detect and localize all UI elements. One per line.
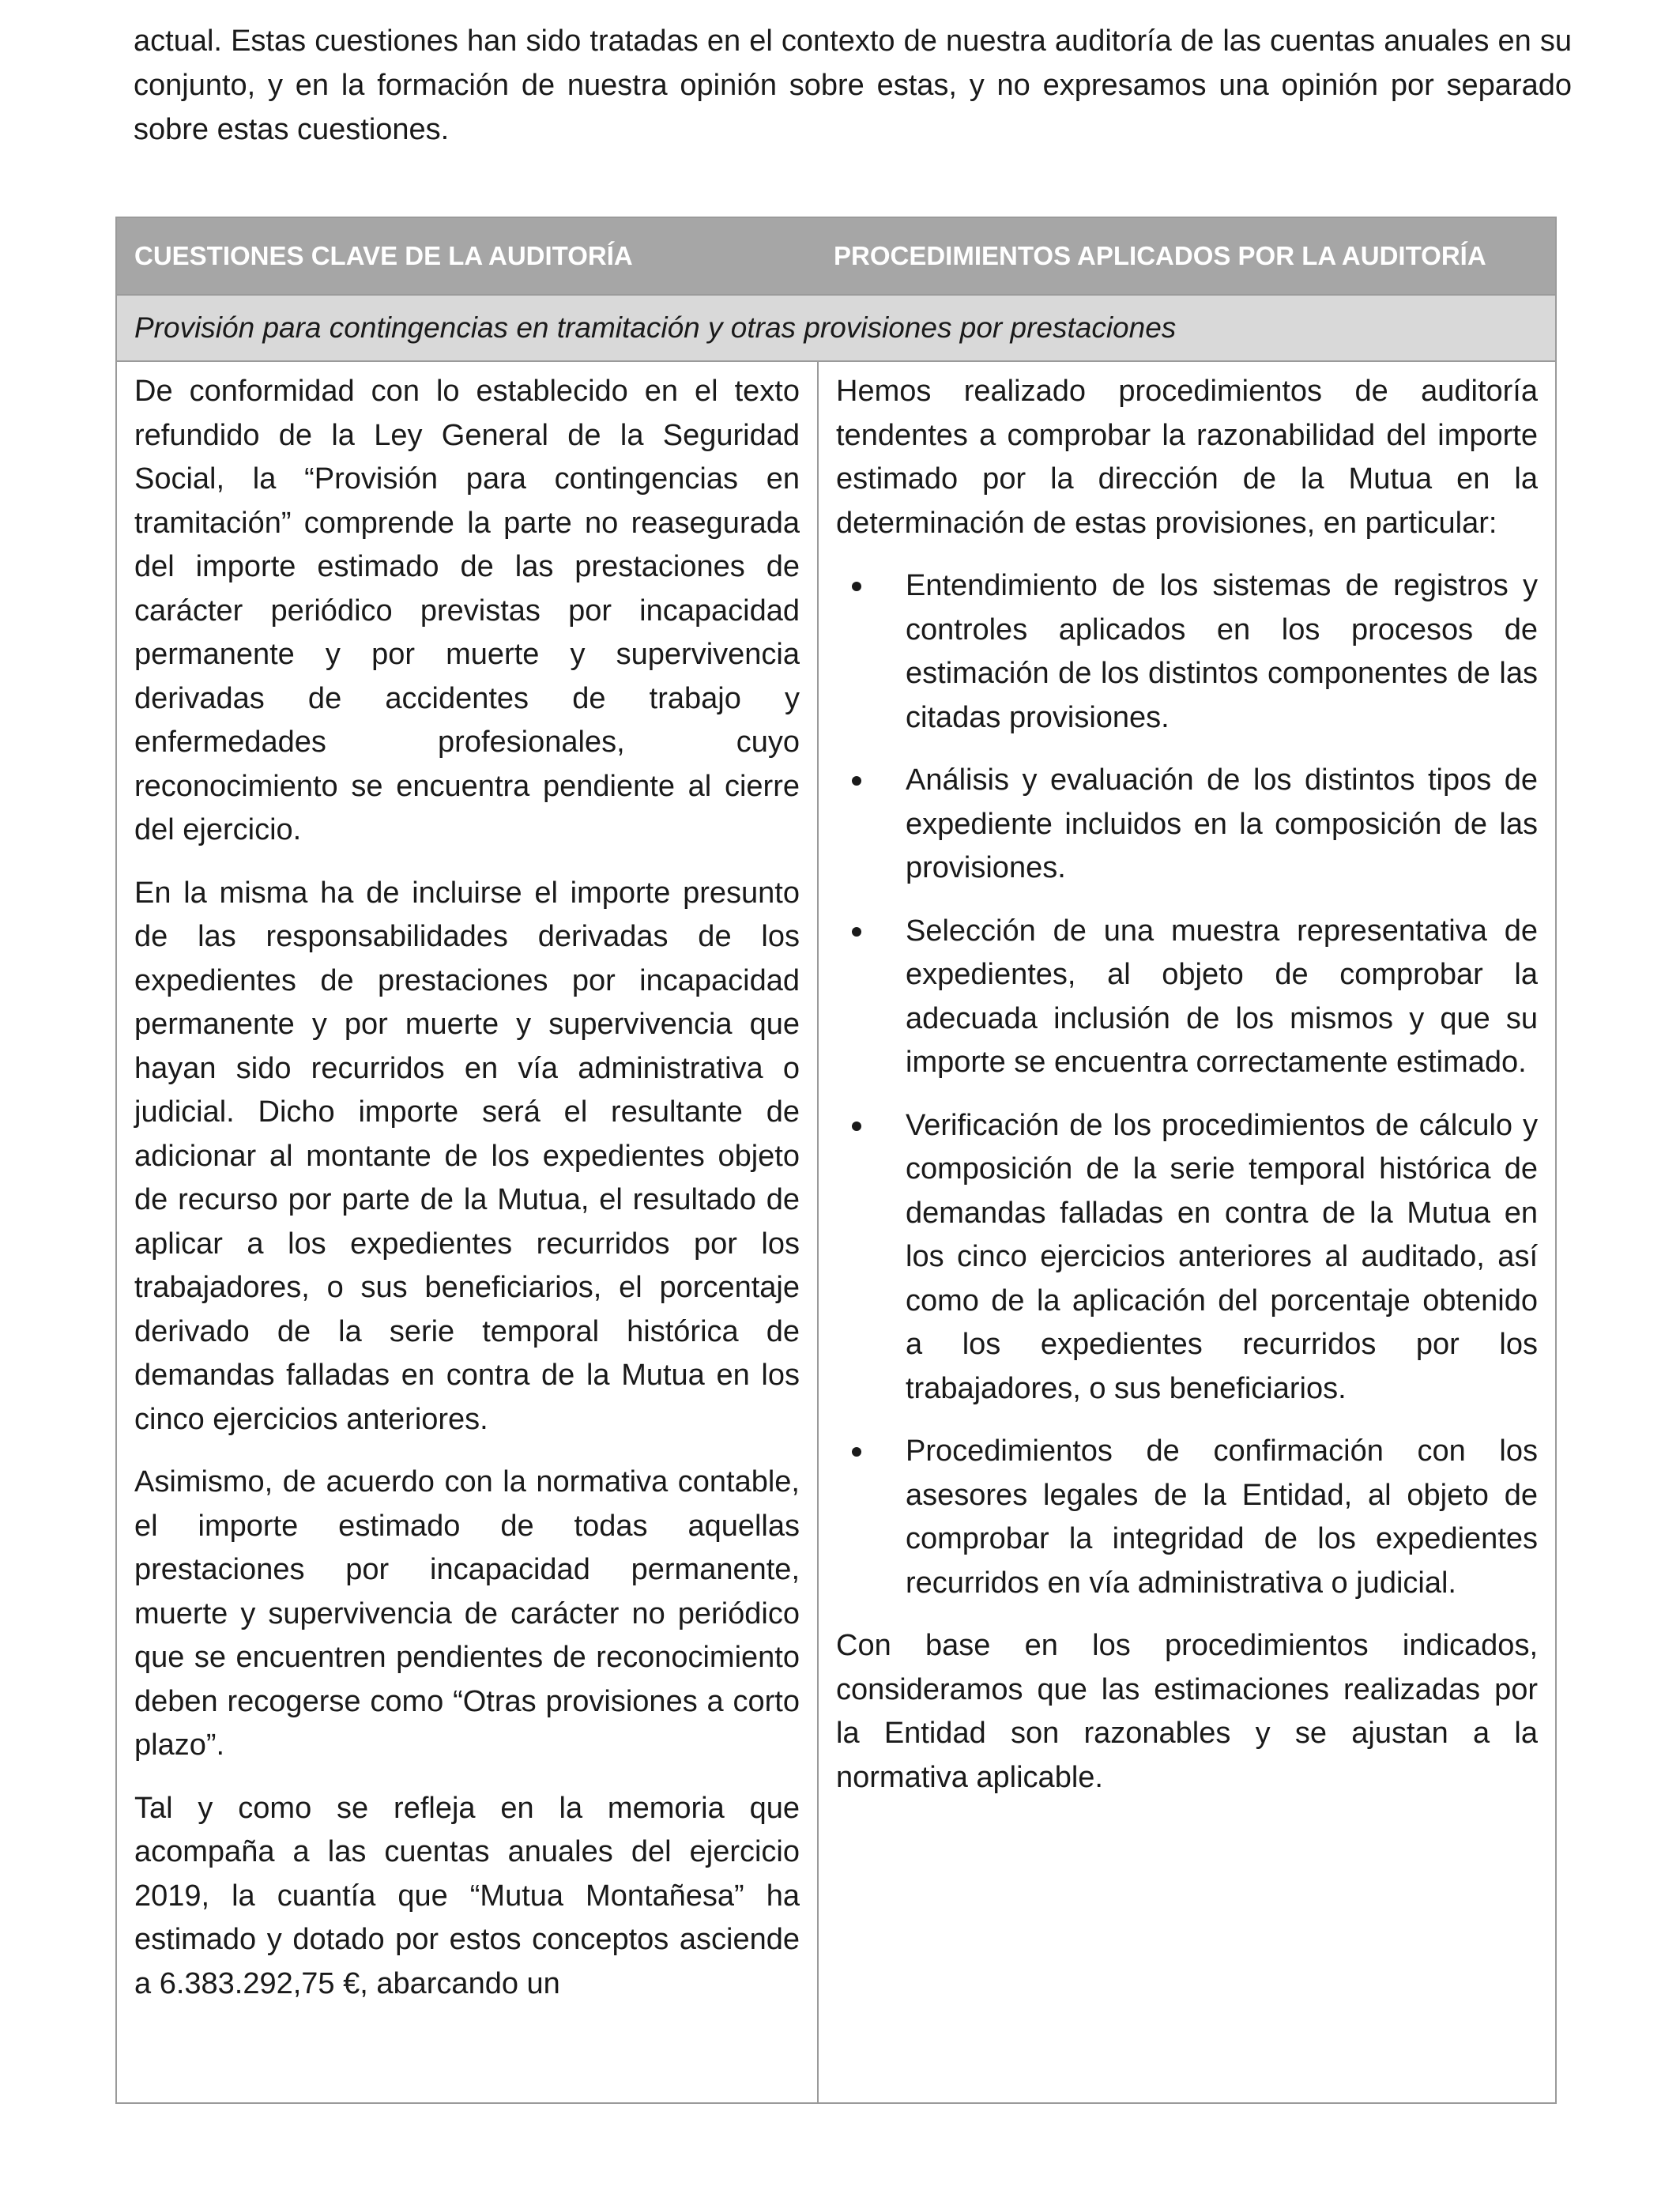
procedures-list [836, 564, 1538, 1605]
key-matter-paragraph: En la misma ha de incluirse el importe presunto de las responsabilidades derivadas de los expedientes de prestaciones por incapacidad permanente y por muerte y supervivencia que hayan sido recurridos en vía administrativa o judicial. Dicho importe será el resultante de adicionar al montante de los expedientes objeto de recurso por parte de la Mutua, el resultado de aplicar a los expedientes recurridos por los trabajadores, o sus beneficiarios, el porcentaje derivado de la serie temporal histórica de demandas falladas en contra de la Mutua en los cinco ejercicios anteriores. [134, 876, 800, 1436]
list-item-text: Procedimientos de confirmación con los asesores legales de la Entidad, al objeto de comprobar la integridad de los expedientes recurridos en vía administrativa o judicial. [906, 1434, 1538, 1600]
list-item [836, 1104, 1538, 1412]
section-title: Provisión para contingencias en tramitación y otras provisiones por prestaciones [116, 295, 1556, 361]
intro-paragraph: actual. Estas cuestiones han sido tratadas en el contexto de nuestra auditoría de las cuentas anuales en su conjunto, y en la formación de nuestra opinión sobre estas, y no expresamos una opinión por separado sobre estas cuestiones. [134, 25, 1572, 146]
list-item [836, 910, 1538, 1085]
list-item-text: Verificación de los procedimientos de cálculo y composición de la serie temporal histórica de demandas falladas en contra de la Mutua en los cinco ejercicios anteriores al auditado, así como de la aplicación del porcentaje obtenido a los expedientes recurridos por los trabajadores, o sus beneficiarios. [906, 1108, 1538, 1405]
table-body-row [116, 361, 1556, 2103]
key-matters-cell [116, 361, 818, 2103]
list-item [836, 759, 1538, 891]
list-item [836, 1430, 1538, 1605]
key-matter-paragraph: Asimismo, de acuerdo con la normativa contable, el importe estimado de todas aquellas prestaciones por incapacidad permanente, muerte y supervivencia de carácter no periódico que se encuentren pendientes de reconocimiento deben recogerse como “Otras provisiones a corto plazo”. [134, 1465, 800, 1762]
bullet-icon [852, 927, 861, 937]
section-title-row [116, 295, 1556, 361]
procedures-cell [818, 361, 1556, 2103]
list-item-text: Entendimiento de los sistemas de registros y controles aplicados en los procesos de estimación de los distintos componentes de las citadas provisiones. [906, 569, 1538, 734]
header-procedures: PROCEDIMIENTOS APLICADOS POR LA AUDITORÍA [818, 217, 1556, 295]
procedures-conclusion: Con base en los procedimientos indicados, consideramos que las estimaciones realizadas por la Entidad son razonables y se ajustan a la normativa aplicable. [836, 1629, 1538, 1794]
table-header-row [116, 217, 1556, 295]
bullet-icon [852, 1447, 861, 1457]
bullet-icon [852, 1122, 861, 1131]
bullet-icon [852, 582, 861, 591]
audit-matters-table [115, 217, 1557, 2104]
bullet-icon [852, 776, 861, 786]
list-item-text: Análisis y evaluación de los distintos tipos de expediente incluidos en la composición de las provisiones. [906, 763, 1538, 884]
procedures-intro: Hemos realizado procedimientos de auditoría tendentes a comprobar la razonabilidad del importe estimado por la dirección de la Mutua en la determinación de estas provisiones, en particular: [836, 375, 1538, 540]
key-matter-paragraph: Tal y como se refleja en la memoria que acompaña a las cuentas anuales del ejercicio 2019, la cuantía que “Mutua Montañesa” ha estimado y dotado por estos conceptos asciende a 6.383.292,75 €, abarcando un [134, 1791, 800, 2000]
key-matter-paragraph: De conformidad con lo establecido en el texto refundido de la Ley General de la Seguridad Social, la “Provisión para contingencias en tramitación” comprende la parte no reasegurada del importe estimado de las prestaciones de carácter periódico previstas por incapacidad permanente y por muerte y supervivencia derivadas de accidentes de trabajo y enfermedades profesionales, cuyo reconocimiento se encuentra pendiente al cierre del ejercicio. [134, 375, 800, 846]
list-item-text: Selección de una muestra representativa de expedientes, al objeto de comprobar la adecuada inclusión de los mismos y que su importe se encuentra correctamente estimado. [906, 914, 1538, 1079]
header-key-matters: CUESTIONES CLAVE DE LA AUDITORÍA [116, 217, 818, 295]
list-item [836, 564, 1538, 740]
